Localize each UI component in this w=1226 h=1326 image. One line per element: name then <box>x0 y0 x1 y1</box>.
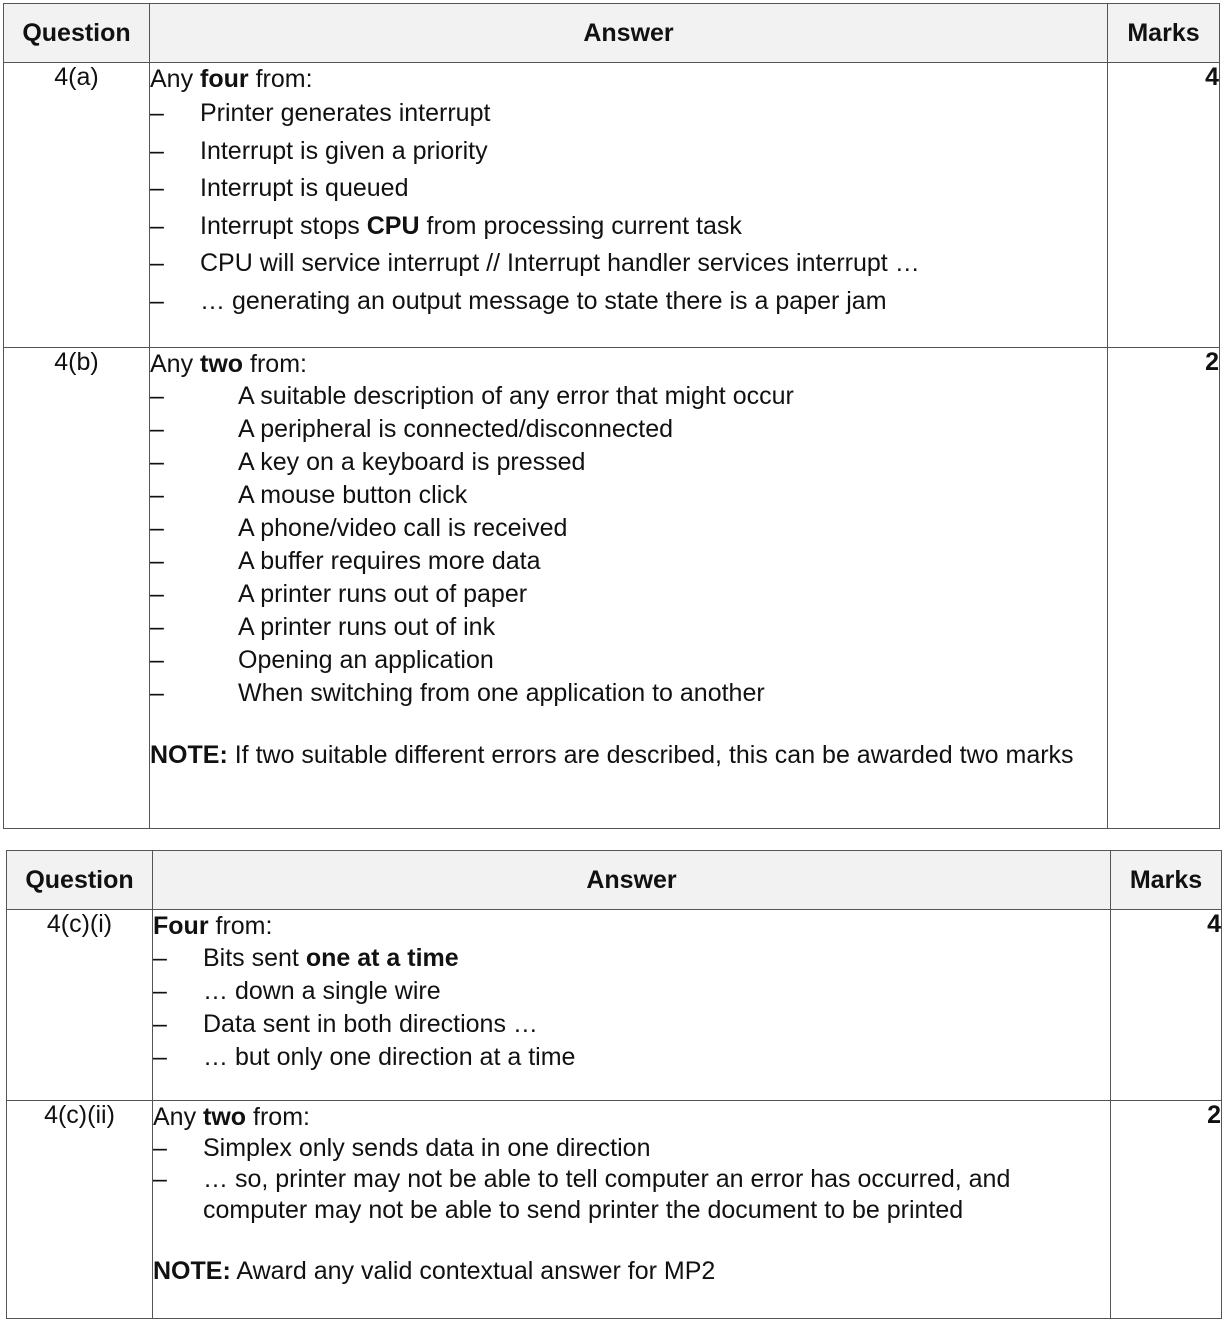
marking-points <box>153 942 1110 1074</box>
answer-intro: Any two from: <box>150 350 307 378</box>
table-row <box>4 348 1220 829</box>
marking-points <box>153 1133 1110 1226</box>
answer-cell <box>150 348 1108 829</box>
list-item: – Interrupt is given a priority <box>150 136 488 165</box>
list-item: – A mouse button click <box>150 481 468 509</box>
list-item: – … but only one direction at a time <box>153 1043 576 1071</box>
list-item: – A suitable description of any error that might occur <box>150 382 794 410</box>
answer-header: Answer <box>153 851 1111 910</box>
mark-scheme-table-2 <box>6 850 1222 1319</box>
question-header: Question <box>7 851 153 910</box>
list-item: – Interrupt is queued <box>150 174 409 202</box>
header-row <box>4 4 1220 63</box>
list-item: – When switching from one application to another <box>150 679 765 707</box>
question-number: 4(b) <box>4 348 150 829</box>
table-row <box>7 910 1222 1101</box>
marks-value: 4 <box>1111 910 1222 1101</box>
mark-scheme-table-1 <box>3 3 1220 829</box>
note: NOTE: If two suitable different errors are described, this can be awarded two marks <box>150 741 1074 769</box>
list-item: – Simplex only sends data in one direction <box>153 1134 651 1162</box>
list-item: – Interrupt stops CPU from processing current task <box>150 211 742 240</box>
table-row <box>4 63 1220 348</box>
note: NOTE: Award any valid contextual answer for MP2 <box>153 1257 716 1285</box>
marks-value: 2 <box>1108 348 1220 829</box>
marks-value: 4 <box>1108 63 1220 348</box>
answer-intro: Four from: <box>153 912 273 940</box>
list-item: – A peripheral is connected/disconnected <box>150 415 674 443</box>
list-item: – … generating an output message to state there is a paper jam <box>150 286 887 315</box>
marking-points <box>150 380 1107 710</box>
header-row <box>7 851 1222 910</box>
table-row <box>7 1101 1222 1319</box>
answer-header: Answer <box>150 4 1108 63</box>
answer-intro: Any two from: <box>153 1103 310 1131</box>
question-header: Question <box>4 4 150 63</box>
list-item: – A buffer requires more data <box>150 547 541 575</box>
list-item: – A printer runs out of paper <box>150 580 528 608</box>
answer-cell <box>153 1101 1111 1319</box>
marking-points <box>150 95 1107 320</box>
list-item: – A key on a keyboard is pressed <box>150 448 586 476</box>
answer-cell <box>153 910 1111 1101</box>
list-item: – Opening an application <box>150 646 494 674</box>
answer-intro: Any four from: <box>150 65 313 93</box>
question-number: 4(c)(ii) <box>7 1101 153 1319</box>
list-item: – Bits sent one at a time <box>153 944 459 972</box>
question-number: 4(a) <box>4 63 150 348</box>
list-item: – A printer runs out of ink <box>150 613 496 641</box>
list-item: – Printer generates interrupt <box>150 99 491 127</box>
question-number: 4(c)(i) <box>7 910 153 1101</box>
list-item: – CPU will service interrupt // Interrupt handler services interrupt … <box>150 249 920 277</box>
list-item: – … down a single wire <box>153 977 441 1005</box>
marks-header: Marks <box>1108 4 1220 63</box>
marks-value: 2 <box>1111 1101 1222 1319</box>
list-item: – … so, printer may not be able to tell computer an error has occurred, and computer may not be able to send printer the document to be printed <box>153 1165 1011 1224</box>
list-item: – Data sent in both directions … <box>153 1010 538 1038</box>
marks-header: Marks <box>1111 851 1222 910</box>
answer-cell <box>150 63 1108 348</box>
list-item: – A phone/video call is received <box>150 514 568 542</box>
